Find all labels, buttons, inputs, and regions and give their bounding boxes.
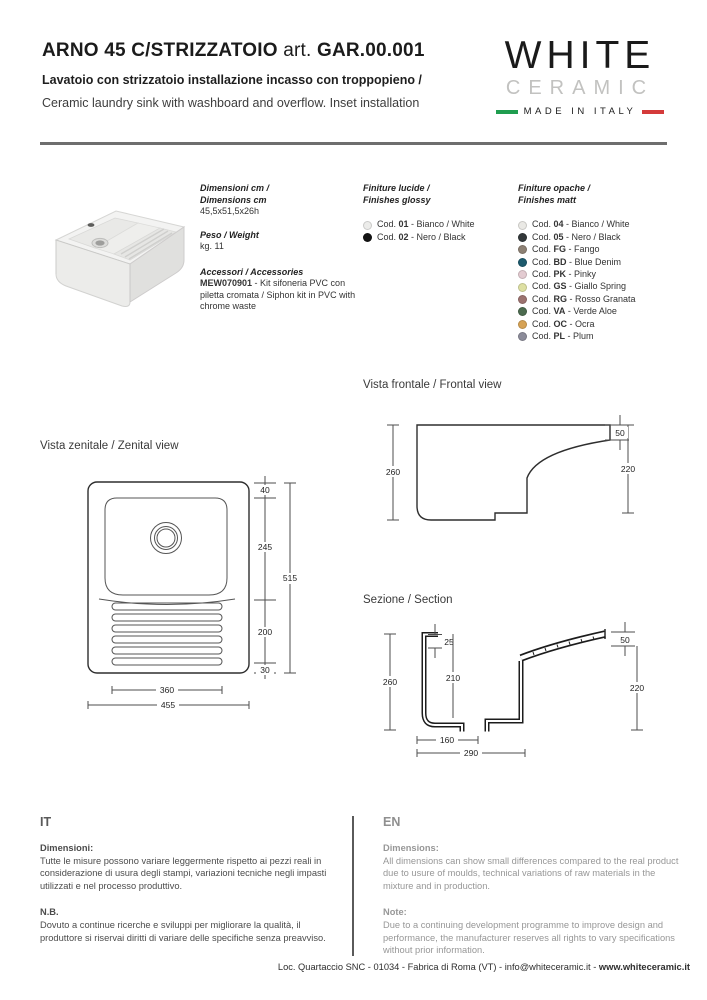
subtitle-english: Ceramic laundry sink with washboard and overflow. Inset installation (42, 96, 420, 110)
svg-text:160: 160 (439, 735, 455, 745)
svg-text:515: 515 (282, 573, 298, 583)
finish-item: Cod. 01 - Bianco / White (363, 219, 511, 231)
dimensions-label-it: Dimensioni cm / (200, 183, 270, 193)
svg-text:210: 210 (445, 673, 461, 683)
svg-text:50: 50 (615, 428, 625, 438)
it-nb-body: Dovuto a continue ricerche e sviluppi per migliorare la qualità, il produttore si riservai diritti di variare delle specifiche senza preavviso. (40, 919, 326, 943)
svg-text:220: 220 (620, 464, 636, 474)
finish-item: Cod. 04 - Bianco / White (518, 219, 688, 231)
notes-english (383, 816, 683, 957)
color-swatch (363, 221, 372, 230)
dimension-lines (88, 476, 301, 710)
flag-red-bar (642, 110, 664, 114)
color-swatch (518, 221, 527, 230)
svg-text:50: 50 (620, 635, 630, 645)
accessories-text (200, 278, 358, 313)
finishes-matt (518, 183, 688, 343)
color-swatch (518, 245, 527, 254)
en-note-heading: Note: (383, 906, 407, 917)
it-nb-heading: N.B. (40, 906, 59, 917)
color-swatch (518, 332, 527, 341)
accessories-code: MEW070901 (200, 278, 253, 288)
svg-text:455: 455 (160, 700, 176, 710)
zenital-view-drawing (58, 468, 308, 718)
product-photo (42, 188, 194, 318)
zenital-view-title: Vista zenitale / Zenital view (40, 440, 179, 452)
dimension-lines (379, 622, 648, 758)
dimensions-label-en: Dimensions cm (200, 194, 267, 205)
made-in-italy-text: MADE IN ITALY (523, 106, 637, 117)
svg-text:30: 30 (260, 665, 270, 675)
svg-text:200: 200 (257, 627, 273, 637)
matt-title-it: Finiture opache / (518, 183, 591, 193)
color-swatch (518, 295, 527, 304)
brand-logo (492, 36, 668, 117)
svg-text:360: 360 (159, 685, 175, 695)
dimensions-value: 45,5x51,5x26h (200, 206, 260, 216)
dimension-lines (382, 415, 639, 520)
matt-items (518, 219, 688, 343)
frontal-view-drawing (375, 405, 685, 535)
finish-item: Cod. 05 - Nero / Black (518, 231, 688, 243)
washboard-slats (112, 603, 222, 665)
address-text: Loc. Quartaccio SNC - 01034 - Fabrica di Roma (VT) - info@whiteceramic.it - (277, 962, 599, 972)
page-title (42, 40, 472, 62)
color-swatch (518, 233, 527, 242)
accessories-description: - Kit sifoneria PVC con piletta cromata / Siphon kit in PVC with chrome waste (200, 278, 356, 311)
finish-item: Cod. GS - Giallo Spring (518, 281, 688, 293)
frontal-profile (417, 425, 610, 520)
product-info (200, 183, 358, 313)
en-dimensions-body: All dimensions can show small differences compared to the real product due to usure of moulds, technical variations of raw materials in the mixture and in production. (383, 855, 679, 892)
notes-divider (352, 816, 354, 956)
glossy-title-it: Finiture lucide / (363, 183, 430, 193)
color-swatch (518, 320, 527, 329)
finishes-glossy (363, 183, 511, 244)
color-swatch (518, 270, 527, 279)
lang-label-en: EN (383, 815, 401, 829)
overflow-hole (88, 223, 95, 227)
svg-text:260: 260 (385, 467, 401, 477)
sink-outline (88, 482, 249, 673)
en-note-body: Due to a continuing development programme to improve design and performance, the manufacturer reserves all rights to vary specifications without prior information. (383, 919, 675, 956)
header (42, 40, 472, 110)
glossy-items (363, 219, 511, 244)
finish-item: Cod. OC - Ocra (518, 318, 688, 330)
drain-circle (151, 523, 182, 554)
finish-item: Cod. PL - Plum (518, 331, 688, 343)
svg-text:220: 220 (629, 683, 645, 693)
frontal-view-title: Vista frontale / Frontal view (363, 379, 502, 391)
color-swatch (518, 258, 527, 267)
finish-item: Cod. 02 - Nero / Black (363, 231, 511, 243)
weight-label: Peso / Weight (200, 229, 259, 240)
article-code: GAR.00.001 (316, 40, 425, 61)
matt-title-en: Finishes matt (518, 194, 577, 205)
section-drawing (375, 615, 685, 765)
color-swatch (518, 283, 527, 292)
svg-text:245: 245 (257, 542, 273, 552)
notes-italian (40, 816, 340, 944)
website-text: www.whiteceramic.it (598, 962, 690, 972)
lang-label-it: IT (40, 815, 52, 829)
logo-white-text: WHITE (504, 34, 656, 77)
it-dimensions-body: Tutte le misure possono variare leggermente rispetto ai pezzi reali in considerazione di usura degli stampi, variazioni tecniche negli impasti utilizzati e nel processo produttivo. (40, 855, 327, 892)
made-in-italy (492, 106, 668, 117)
basin-front-curve (99, 599, 235, 605)
product-name: ARNO 45 C/STRIZZATOIO (42, 40, 278, 61)
color-swatch (363, 233, 372, 242)
en-dimensions-heading: Dimensions: (383, 842, 439, 853)
svg-text:40: 40 (260, 485, 270, 495)
weight-value: kg. 11 (200, 241, 224, 251)
accessories-label: Accessori / Accessories (200, 266, 304, 277)
flag-green-bar (496, 110, 518, 114)
header-divider (40, 142, 667, 145)
subtitle-italian: Lavatoio con strizzatoio installazione incasso con troppopieno / (42, 73, 422, 87)
section-walls (424, 635, 521, 732)
finish-item: Cod. FG - Fango (518, 244, 688, 256)
svg-text:290: 290 (463, 748, 479, 758)
logo-ceramic-text: CERAMIC (505, 77, 655, 99)
finish-item: Cod. RG - Rosso Granata (518, 293, 688, 305)
finish-item: Cod. BD - Blue Denim (518, 256, 688, 268)
footer-address (278, 962, 690, 972)
finish-item: Cod. PK - Pinky (518, 269, 688, 281)
section-title: Sezione / Section (363, 594, 453, 606)
it-dimensions-heading: Dimensioni: (40, 842, 94, 853)
finish-item: Cod. VA - Verde Aloe (518, 306, 688, 318)
article-word: art. (277, 40, 317, 61)
glossy-title-en: Finishes glossy (363, 194, 431, 205)
svg-text:25: 25 (444, 637, 454, 647)
svg-text:260: 260 (382, 677, 398, 687)
color-swatch (518, 307, 527, 316)
